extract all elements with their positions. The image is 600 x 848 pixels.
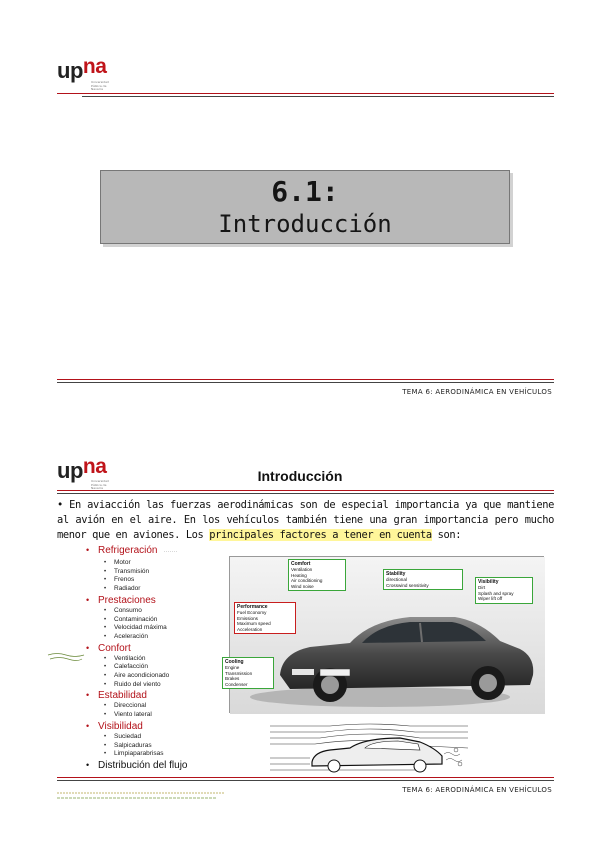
intro-paragraph: • En aviacción las fuerzas aerodinámicas son de especial importancia ya que mantiene al avión en el aire. En los vehículos también tiene una gran importancia pero mucho menor que en aviones. Los principales factores a tener en cuenta son: [57,499,554,541]
list-item: • Velocidad máxima [86,624,246,633]
list-item: • Direccional [86,702,246,711]
highlighted-phrase: principales factores a tener en cuenta [209,529,432,541]
margin-scribble [48,652,84,663]
list-item: • Limpiaparabrisas [86,750,246,759]
footer-rule-thin [57,780,554,781]
airflow-diagram [270,720,468,776]
header-rule-thin [82,96,554,97]
list-item: • Frenos [86,576,246,585]
list-item: • Consumo [86,607,246,616]
section-number: 6.1: [271,175,339,208]
performance-label: Performance Fuel Economy Emissions Maximum speed Acceleration [234,602,296,634]
logo-subtitle: Universidad Pública de Navarra [91,479,109,490]
upna-logo: upna [57,55,107,83]
category-visibilidad: • Visibilidad [86,720,246,733]
list-item: • Transmisión [86,568,246,577]
slide-title [0,0,600,420]
stability-label: Stability directional Crosswind sensitivity [383,569,463,590]
footer-text: TEMA 6: AERODINÁMICA EN VEHÍCULOS [402,786,552,794]
cooling-label: Cooling Engine Transmission Brakes Condenser [222,657,274,689]
header-rule [57,490,554,491]
category-confort: • Confort [86,642,246,655]
footer-rule [57,777,554,778]
car-photo [225,556,544,713]
footer-rule-thin [57,382,554,383]
title-box [100,170,510,244]
logo-subtitle: Universidad Pública de Navarra [91,80,109,91]
header-rule-thin [57,493,554,494]
scribble-mark [57,790,225,800]
header-rule [57,93,554,94]
slide-title: Introducción [257,468,343,484]
list-item: • Viento lateral [86,711,246,720]
footer-text: TEMA 6: AERODINÁMICA EN VEHÍCULOS [402,388,552,396]
slide-introduction [0,440,600,848]
bottom-scribble [57,790,225,802]
list-item: • Aceleración [86,633,246,642]
category-estabilidad: • Estabilidad [86,689,246,702]
scribble-mark [48,652,84,662]
list-item: • Contaminación [86,616,246,625]
visibility-label: Visibility Dirt Splash and spray Wiper lift off [475,577,533,604]
section-title: Introducción [218,210,392,238]
category-prestaciones: • Prestaciones [86,594,246,607]
category-distribucion: • Distribución del flujo [86,759,246,772]
list-item: • Radiador [86,585,246,594]
category-refrigeracion: • Refrigeración ······· [86,544,246,559]
list-item: • Salpicaduras [86,742,246,751]
upna-logo: upna [57,455,107,483]
list-item: • Ventilación [86,655,246,664]
footer-rule [57,379,554,380]
list-item: • Motor [86,559,246,568]
dotted-mark: ······· [163,549,178,555]
list-item: • Calefacción [86,663,246,672]
list-item: • Suciedad [86,733,246,742]
comfort-label: Comfort Ventilation Heating Air conditioning Wind noise [288,559,346,591]
list-item: • Aire acondicionado [86,672,246,681]
list-item: • Ruido del viento [86,681,246,690]
